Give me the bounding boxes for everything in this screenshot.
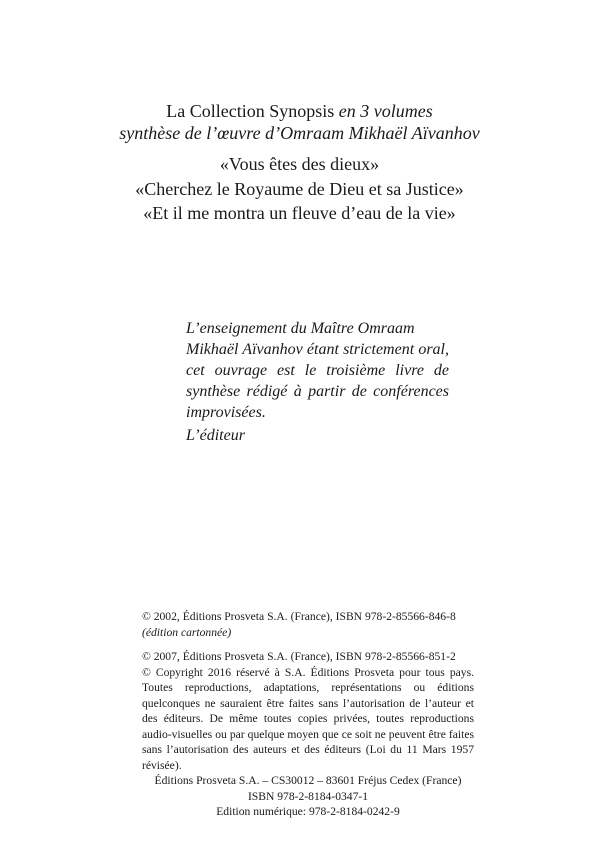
isbn-digital: Edition numérique: 978-2-8184-0242-9 [216, 805, 400, 818]
volume-title-3: «Et il me montra un fleuve d’eau de la vie» [143, 203, 456, 223]
collection-subtitle: synthèse de l’œuvre d’Omraam Mikhaël Aïvanhov [119, 123, 480, 143]
editor-note-text [186, 318, 449, 423]
copyright-2007: © 2007, Éditions Prosveta S.A. (France), ISBN 978-2-85566-851-2 [142, 650, 456, 663]
editor-note [186, 318, 449, 446]
copyright-2002-text: © 2002, Éditions Prosveta S.A. (France), ISBN 978-2-85566-846-8 [142, 610, 456, 623]
volume-title-1: «Vous êtes des dieux» [219, 154, 380, 174]
copyright-2002-edition: (édition cartonnée) [142, 625, 232, 639]
publisher-address: Éditions Prosveta S.A. – CS30012 – 83601 Fréjus Cedex (France) [154, 774, 462, 787]
spacer [142, 640, 474, 649]
editor-note-first-line: L’enseignement du Maître Omraam [186, 320, 415, 337]
copyright-2016: © Copyright 2016 réservé à S.A. Éditions Prosveta pour tous pays. Toutes reproductions, adaptations, représentations ou éditions quelconques ne sauraient être faites sans l’autorisation de l’auteur et des éditeurs. De même toutes copies privées, toutes reproductions audio-visuelles ou par quelque moyen que ce soit ne peuvent être faites sans l’autorisation des auteurs et des éditeurs (Loi du 11 Mars 1957 révisée). [142, 665, 474, 772]
legal-notice [142, 609, 474, 820]
collection-name: La Collection Synopsis [166, 101, 339, 121]
collection-title [0, 100, 599, 122]
editor-signature: L’éditeur [186, 427, 245, 444]
copyright-2002 [142, 609, 474, 640]
volume-title-2: «Cherchez le Royaume de Dieu et sa Justice» [135, 178, 464, 199]
editor-note-body: Mikhaël Aïvanhov étant strictement oral, cet ouvrage est le troisième livre de synthèse rédigé à partir de conférences improvisées. [186, 341, 449, 421]
collection-volumes: en 3 volumes [338, 101, 433, 121]
isbn-print: ISBN 978-2-8184-0347-1 [247, 789, 369, 803]
volume-titles [0, 152, 599, 226]
collection-heading [0, 100, 599, 144]
